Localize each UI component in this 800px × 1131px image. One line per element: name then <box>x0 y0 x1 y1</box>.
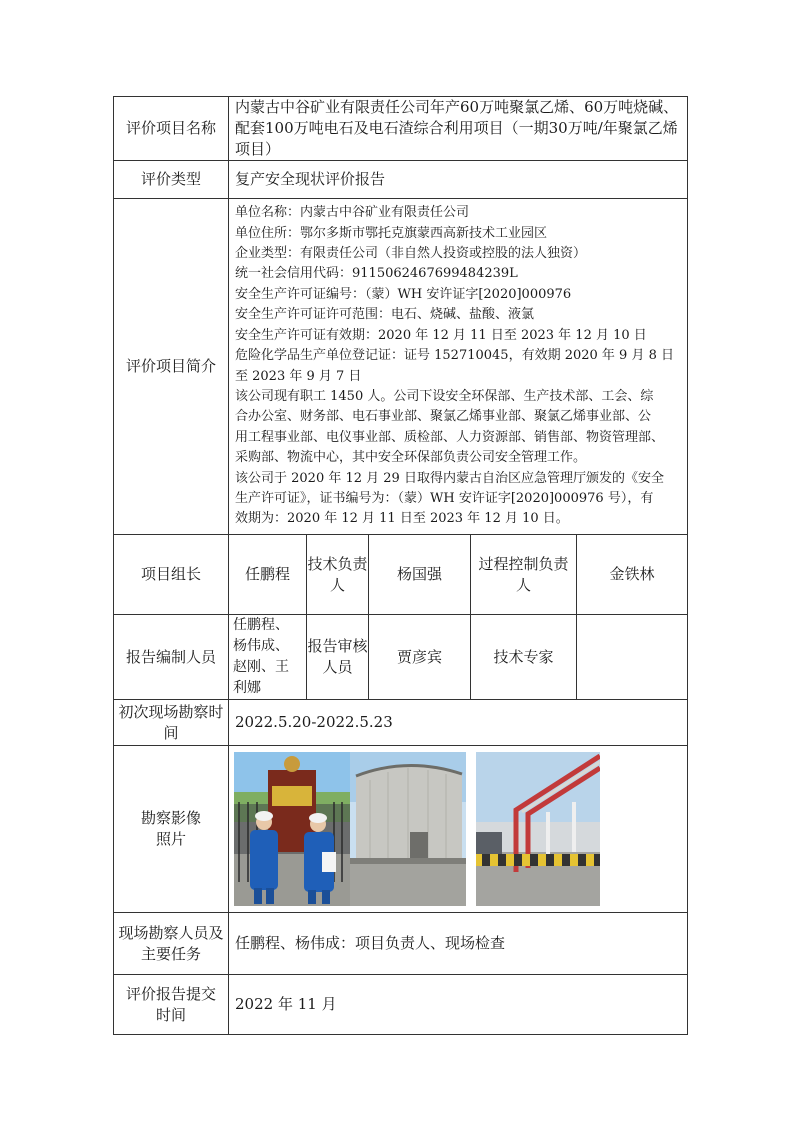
summary-line: 单位住所：鄂尔多斯市鄂托克旗蒙西高新技术工业园区 <box>235 225 548 241</box>
summary-line: 单位名称：内蒙古中谷矿业有限责任公司 <box>235 205 470 221</box>
first-visit-label: 初次现场勘察时间 <box>114 700 229 746</box>
summary-line: 安全生产许可证有效期：2020 年 12 月 11 日至 2023 年 12 月 10 日 <box>235 327 647 343</box>
row-project-name <box>114 97 688 161</box>
photo-pipe-rack <box>476 752 600 906</box>
report-staff-value: 任鹏程、杨伟成、赵刚、王利娜 <box>229 615 307 700</box>
summary-line: 生产许可证》，证书编号为：（蒙）WH 安许证字[2020]000976 号），有 <box>235 490 654 506</box>
summary-line: 危险化学品生产单位登记证：证号 152710045，有效期 2020 年 9 月 8 日 <box>235 348 674 364</box>
photo-workers-at-sign <box>234 752 350 906</box>
summary-content <box>229 199 688 535</box>
expert-label: 技术专家 <box>471 615 577 700</box>
summary-line: 采购部、物流中心，其中安全环保部负责公司安全管理工作。 <box>235 450 587 466</box>
summary-line: 该公司于 2020 年 12 月 29 日取得内蒙古自治区应急管理厅颁发的《安全 <box>235 470 664 486</box>
row-photos <box>114 746 688 913</box>
tech-lead-value: 杨国强 <box>369 535 471 615</box>
eval-type-label: 评价类型 <box>114 161 229 199</box>
summary-line: 用工程事业部、电仪事业部、质检部、人力资源部、销售部、物资管理部、 <box>235 429 665 445</box>
row-summary <box>114 199 688 535</box>
summary-label: 评价项目简介 <box>114 199 229 535</box>
summary-line: 效期为：2020 年 12 月 11 日至 2023 年 12 月 10 日。 <box>235 511 569 527</box>
row-team-leader <box>114 535 688 615</box>
project-name-label: 评价项目名称 <box>114 97 229 161</box>
photo-storage-tank <box>350 752 466 906</box>
eval-type-value: 复产安全现状评价报告 <box>229 161 688 199</box>
row-report-staff <box>114 615 688 700</box>
summary-line: 至 2023 年 9 月 7 日 <box>235 368 362 384</box>
team-leader-value: 任鹏程 <box>229 535 307 615</box>
team-leader-label: 项目组长 <box>114 535 229 615</box>
tech-lead-label: 技术负责人 <box>307 535 369 615</box>
report-staff-label: 报告编制人员 <box>114 615 229 700</box>
row-site-staff <box>114 913 688 975</box>
photos-cell <box>229 746 688 913</box>
summary-line: 合办公室、财务部、电石事业部、聚氯乙烯事业部、聚氯乙烯事业部、公 <box>235 409 652 425</box>
expert-value <box>577 615 688 700</box>
photos-label: 勘察影像照片 <box>114 746 229 913</box>
summary-line: 安全生产许可证许可范围：电石、烧碱、盐酸、液氯 <box>235 307 535 323</box>
row-eval-type <box>114 161 688 199</box>
submit-label: 评价报告提交时间 <box>114 975 229 1035</box>
row-first-visit <box>114 700 688 746</box>
process-control-value: 金铁林 <box>577 535 688 615</box>
project-name-value: 内蒙古中谷矿业有限责任公司年产60万吨聚氯乙烯、60万吨烧碱、配套100万吨电石及电石渣综合利用项目（一期30万吨/年聚氯乙烯项目） <box>229 97 688 161</box>
submit-value: 2022 年 11 月 <box>229 975 688 1035</box>
summary-line: 该公司现有职工 1450 人。公司下设安全环保部、生产技术部、工会、综 <box>235 388 654 404</box>
reviewer-value: 贾彦宾 <box>369 615 471 700</box>
first-visit-value: 2022.5.20-2022.5.23 <box>229 700 688 746</box>
reviewer-label: 报告审核人员 <box>307 615 369 700</box>
summary-line: 安全生产许可证编号：（蒙）WH 安许证字[2020]000976 <box>235 286 572 302</box>
summary-line: 企业类型：有限责任公司（非自然人投资或控股的法人独资） <box>235 246 587 262</box>
evaluation-info-table <box>113 96 688 1035</box>
site-staff-label: 现场勘察人员及主要任务 <box>114 913 229 975</box>
process-control-label: 过程控制负责人 <box>471 535 577 615</box>
summary-line: 统一社会信用代码：9115062467699484239L <box>235 266 518 282</box>
site-staff-value: 任鹏程、杨伟成：项目负责人、现场检查 <box>229 913 688 975</box>
row-submit <box>114 975 688 1035</box>
